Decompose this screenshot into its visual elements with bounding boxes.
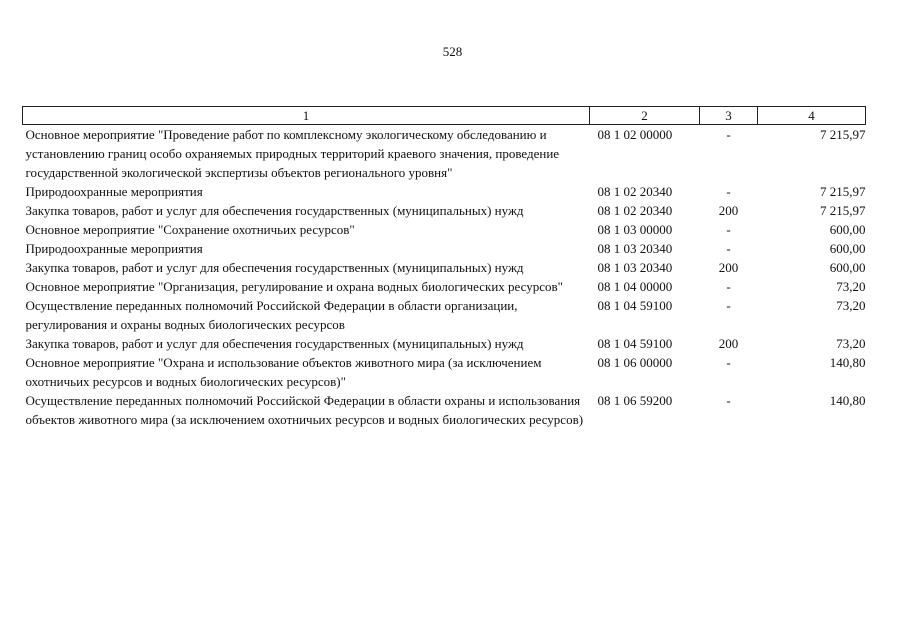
row-code: 08 1 03 00000 (597, 222, 673, 237)
table-row (23, 353, 866, 391)
row-type: 200 (718, 203, 739, 218)
row-amount: 73,20 (836, 279, 866, 294)
row-amount: 7 215,97 (820, 127, 866, 142)
row-code: 08 1 02 20340 (597, 203, 673, 218)
row-amount: 7 215,97 (820, 203, 866, 218)
row-name: Основное мероприятие "Сохранение охотничьих ресурсов" (25, 222, 355, 237)
row-code: 08 1 04 00000 (597, 279, 673, 294)
table-row (23, 201, 866, 220)
row-type: - (726, 127, 731, 142)
header-col-4: 4 (758, 107, 866, 125)
row-type: - (726, 355, 731, 370)
page-number: 528 (442, 44, 463, 59)
row-code: 08 1 04 59100 (597, 298, 673, 313)
header-row (23, 107, 866, 125)
row-name: Природоохранные мероприятия (25, 241, 203, 256)
table-row (23, 258, 866, 277)
row-amount: 140,80 (829, 393, 866, 408)
header-col-2: 2 (590, 107, 700, 125)
header-col-3: 3 (700, 107, 758, 125)
row-name: Осуществление переданных полномочий Российской Федерации в области организации, регулирования и охраны водных биологических ресурсов (25, 298, 518, 332)
row-code: 08 1 03 20340 (597, 241, 673, 256)
row-name: Основное мероприятие "Охрана и использование объектов животного мира (за исключением охотничьих ресурсов и водных биологических ресурсов)" (25, 355, 542, 389)
row-type: - (726, 241, 731, 256)
table-row (23, 182, 866, 201)
row-code: 08 1 04 59100 (597, 336, 673, 351)
row-name: Основное мероприятие "Организация, регулирование и охрана водных биологических ресурсов" (25, 279, 563, 294)
row-type: 200 (718, 336, 739, 351)
table-row (23, 239, 866, 258)
row-code: 08 1 02 00000 (597, 127, 673, 142)
row-code: 08 1 03 20340 (597, 260, 673, 275)
table-body (23, 125, 866, 430)
row-type: - (726, 222, 731, 237)
header-col-1: 1 (23, 107, 590, 125)
table-row (23, 220, 866, 239)
row-amount: 600,00 (829, 260, 866, 275)
row-amount: 600,00 (829, 222, 866, 237)
table-row (23, 334, 866, 353)
row-name: Закупка товаров, работ и услуг для обеспечения государственных (муниципальных) нужд (25, 336, 524, 351)
row-name: Осуществление переданных полномочий Российской Федерации в области охраны и использования объектов животного мира (за исключением охотничьих ресурсов и водных биологических ресурсов) (25, 393, 584, 427)
row-type: - (726, 184, 731, 199)
row-name: Основное мероприятие "Проведение работ по комплексному экологическому обследованию и установлению границ особо охраняемых природных территорий краевого значения, проведение государственной экологической экспертизы объектов регионального уровня" (25, 127, 560, 180)
row-amount: 600,00 (829, 241, 866, 256)
row-amount: 7 215,97 (820, 184, 866, 199)
row-name: Закупка товаров, работ и услуг для обеспечения государственных (муниципальных) нужд (25, 203, 524, 218)
table-row (23, 277, 866, 296)
row-type: 200 (718, 260, 739, 275)
row-type: - (726, 298, 731, 313)
row-code: 08 1 02 20340 (597, 184, 673, 199)
row-name: Природоохранные мероприятия (25, 184, 203, 199)
row-type: - (726, 279, 731, 294)
row-amount: 140,80 (829, 355, 866, 370)
table-row (23, 125, 866, 183)
table-row (23, 391, 866, 429)
row-amount: 73,20 (836, 336, 866, 351)
budget-table (22, 106, 866, 429)
row-code: 08 1 06 00000 (597, 355, 673, 370)
row-name: Закупка товаров, работ и услуг для обеспечения государственных (муниципальных) нужд (25, 260, 524, 275)
table-header (23, 107, 866, 125)
row-amount: 73,20 (836, 298, 866, 313)
table-row (23, 296, 866, 334)
row-code: 08 1 06 59200 (597, 393, 673, 408)
row-type: - (726, 393, 731, 408)
